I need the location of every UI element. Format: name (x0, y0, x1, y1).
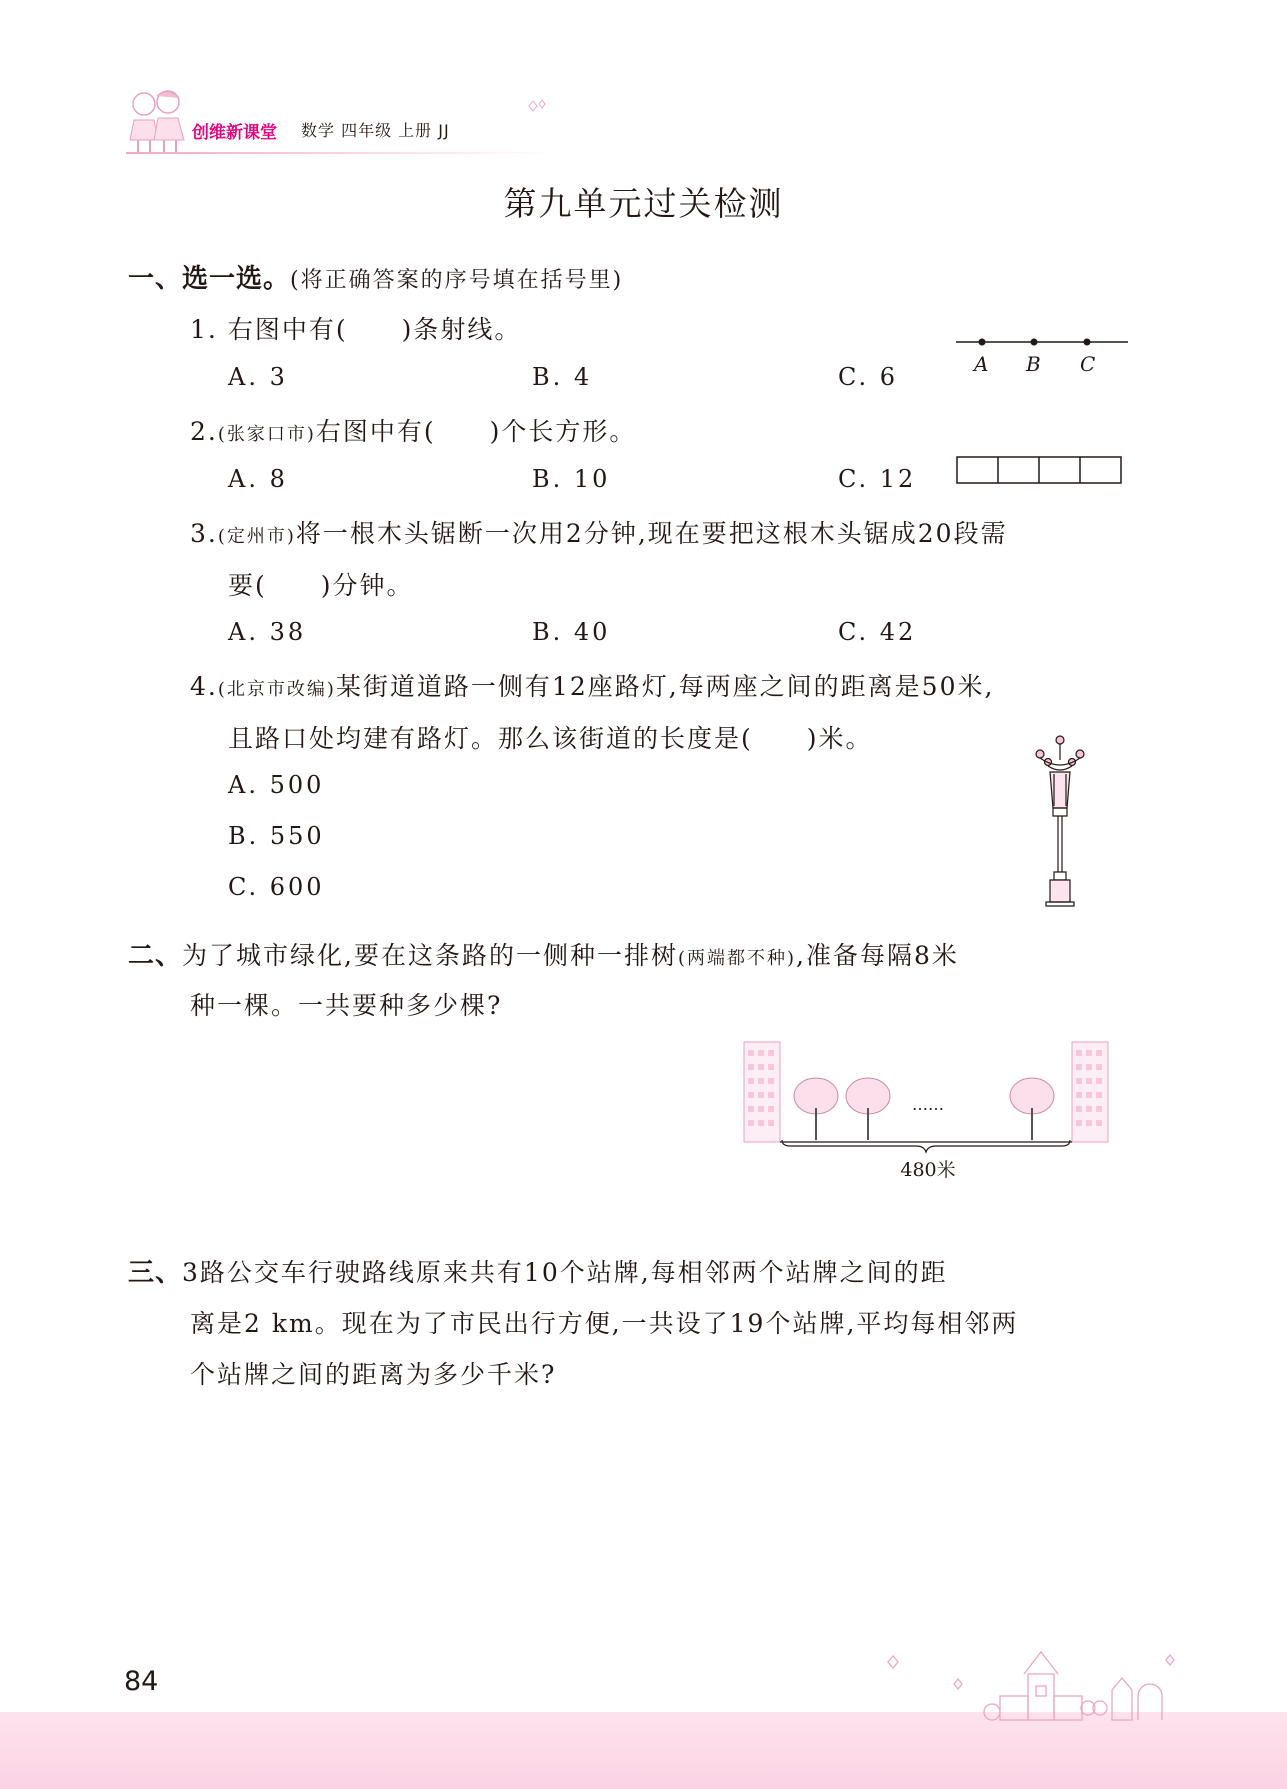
road-trees-figure (742, 1036, 1114, 1182)
question-text: 右图中有( )条射线。 (227, 315, 522, 344)
section-3-line-3: 个站牌之间的距离为多少千米? (190, 1360, 557, 1389)
option-b: B. 10 (532, 465, 611, 493)
section-3-text: 3路公交车行驶路线原来共有10个站牌,每相邻两个站牌之间的距 (182, 1258, 948, 1287)
point-label-a: A (974, 352, 989, 376)
section-3-line-1 (128, 1252, 948, 1289)
brand-name: 创维新课堂 (192, 123, 277, 143)
option-a: A. 38 (228, 618, 307, 646)
distance-label: 480米 (900, 1159, 956, 1181)
rectangle-figure (956, 456, 1124, 486)
question-text: 某街道道路一侧有12座路灯,每两座之间的距离是50米, (335, 672, 995, 701)
tree-icon (794, 1078, 838, 1140)
ellipsis-text: …… (912, 1095, 944, 1114)
street-lamp-icon (1030, 732, 1090, 908)
ray-figure (954, 332, 1130, 378)
question-1 (190, 310, 521, 346)
section-1-heading: 一、选一选。 (128, 264, 291, 294)
section-2-text-c: ,准备每隔8米 (796, 941, 959, 970)
page-number: 84 (124, 1666, 159, 1697)
question-source: (张家口市) (217, 424, 316, 445)
question-3 (190, 514, 1008, 550)
cartoon-kids-icon (126, 86, 192, 154)
option-c: C. 12 (838, 465, 917, 493)
point-label-c: C (1080, 352, 1096, 376)
question-text: 右图中有( )个长方形。 (315, 417, 637, 446)
question-source: (定州市) (217, 526, 296, 547)
option-a: A. 500 (228, 771, 325, 799)
question-number: 4. (190, 672, 218, 701)
question-source: (北京市改编) (217, 679, 336, 700)
question-2 (190, 412, 636, 448)
section-1-header (128, 258, 623, 295)
question-number: 3. (190, 519, 218, 548)
section-3-heading: 三、 (128, 1258, 183, 1288)
option-b: B. 4 (532, 363, 593, 391)
section-2-note: (两端都不种) (677, 948, 797, 969)
castle-doodle-icon (880, 1646, 1180, 1722)
section-3-line-2: 离是2 km。现在为了市民出行方便,一共设了19个站牌,平均每相邻两 (190, 1309, 1019, 1338)
tree-icon (1010, 1078, 1054, 1140)
point-label-b: B (1026, 352, 1041, 376)
option-c: C. 6 (838, 363, 899, 391)
option-c: C. 600 (228, 873, 325, 901)
page-header (126, 86, 496, 158)
option-a: A. 8 (228, 465, 288, 493)
question-number: 2. (190, 417, 218, 446)
sparkle-icon (526, 98, 548, 114)
option-c: C. 42 (838, 618, 917, 646)
section-2-line-1 (128, 935, 959, 972)
section-2-heading: 二、 (128, 941, 183, 971)
page-title: 第九单元过关检测 (503, 184, 784, 223)
section-2-line-2: 种一棵。一共要种多少棵? (190, 991, 503, 1020)
tree-icon (846, 1078, 890, 1140)
question-number: 1. (190, 315, 218, 344)
question-4-continued: 且路口处均建有路灯。那么该街道的长度是( )米。 (228, 724, 873, 753)
footer-band (0, 1712, 1287, 1789)
book-subject: 数学 四年级 上册 JJ (301, 121, 450, 140)
option-b: B. 40 (532, 618, 611, 646)
option-a: A. 3 (228, 363, 288, 391)
section-2-text-a: 为了城市绿化,要在这条路的一侧种一排树 (182, 941, 678, 970)
header-divider (126, 152, 556, 154)
section-1-instruction: (将正确答案的序号填在括号里) (290, 268, 624, 293)
option-b: B. 550 (228, 822, 325, 850)
question-3-continued: 要( )分钟。 (228, 571, 414, 600)
question-text: 将一根木头锯断一次用2分钟,现在要把这根木头锯成20段需 (295, 519, 1008, 548)
question-4 (190, 667, 994, 703)
